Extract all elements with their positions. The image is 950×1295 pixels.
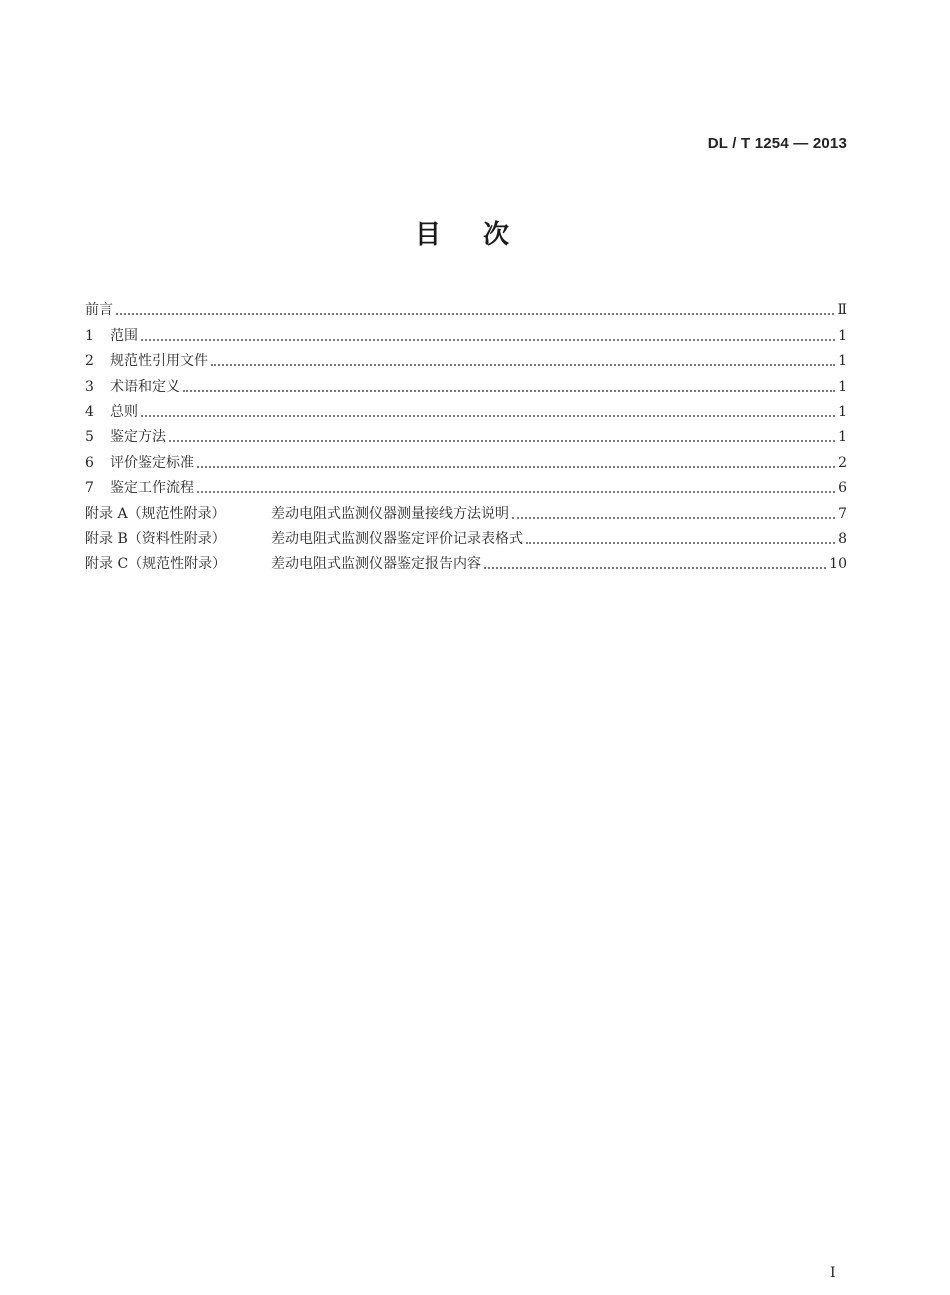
toc-entry-page: 2 (838, 454, 847, 471)
toc-entry-page: 1 (838, 429, 847, 446)
toc-entry-label: 评价鉴定标准 (110, 454, 194, 471)
dot-leader (211, 364, 835, 366)
toc-annex-designation: 附录 A（规范性附录） (85, 505, 226, 522)
toc-entry (85, 345, 847, 370)
toc-entry (85, 294, 847, 319)
toc-entry-page: 1 (838, 327, 847, 344)
toc-annex-designation: 附录 B（资料性附录） (85, 530, 226, 547)
toc-entry-label: 差动电阻式监测仪器鉴定报告内容 (271, 556, 481, 573)
toc-entry-label: 差动电阻式监测仪器测量接线方法说明 (271, 505, 509, 522)
dot-leader (526, 542, 835, 544)
toc-entry-number: 2 (85, 353, 94, 370)
toc-entry-page: Ⅱ (837, 302, 847, 319)
toc-entry (85, 523, 847, 548)
toc-entry-label: 术语和定义 (110, 378, 180, 395)
toc-entry-page: 8 (838, 530, 847, 547)
toc-entry (85, 319, 847, 344)
table-of-contents (85, 294, 847, 573)
toc-entry (85, 421, 847, 446)
dot-leader (141, 339, 835, 341)
toc-entry (85, 370, 847, 395)
toc-entry-label: 鉴定工作流程 (110, 480, 194, 497)
dot-leader (116, 313, 834, 315)
toc-entry-page: 10 (829, 556, 847, 573)
dot-leader (197, 491, 835, 493)
toc-entry-label: 范围 (110, 327, 138, 344)
toc-entry-label: 鉴定方法 (110, 429, 166, 446)
toc-entry-page: 6 (838, 480, 847, 497)
dot-leader (512, 517, 835, 519)
toc-entry-number: 3 (85, 378, 94, 395)
toc-entry-number: 5 (85, 429, 94, 446)
toc-entry-page: 1 (838, 353, 847, 370)
dot-leader (141, 415, 835, 417)
toc-entry-page: 1 (838, 378, 847, 395)
page-title: 目 次 (414, 220, 517, 250)
toc-entry (85, 396, 847, 421)
standard-code: DL / T 1254 — 2013 (707, 135, 847, 152)
toc-entry-page: 7 (838, 505, 847, 522)
dot-leader (197, 466, 835, 468)
toc-entry-label: 规范性引用文件 (110, 353, 208, 370)
page-number: I (830, 1265, 836, 1281)
toc-entry (85, 497, 847, 522)
toc-entry-page: 1 (838, 403, 847, 420)
dot-leader (484, 567, 826, 569)
toc-entry-number: 7 (85, 480, 94, 497)
toc-entry-number: 4 (85, 403, 94, 420)
toc-entry (85, 472, 847, 497)
toc-entry (85, 446, 847, 471)
toc-entry (85, 548, 847, 573)
dot-leader (183, 390, 835, 392)
toc-annex-designation: 附录 C（规范性附录） (85, 556, 227, 573)
toc-entry-number: 6 (85, 454, 94, 471)
dot-leader (169, 440, 835, 442)
toc-entry-label: 前言 (85, 302, 113, 319)
toc-entry-label: 总则 (110, 403, 138, 420)
toc-entry-number: 1 (85, 327, 94, 344)
toc-entry-label: 差动电阻式监测仪器鉴定评价记录表格式 (271, 530, 523, 547)
